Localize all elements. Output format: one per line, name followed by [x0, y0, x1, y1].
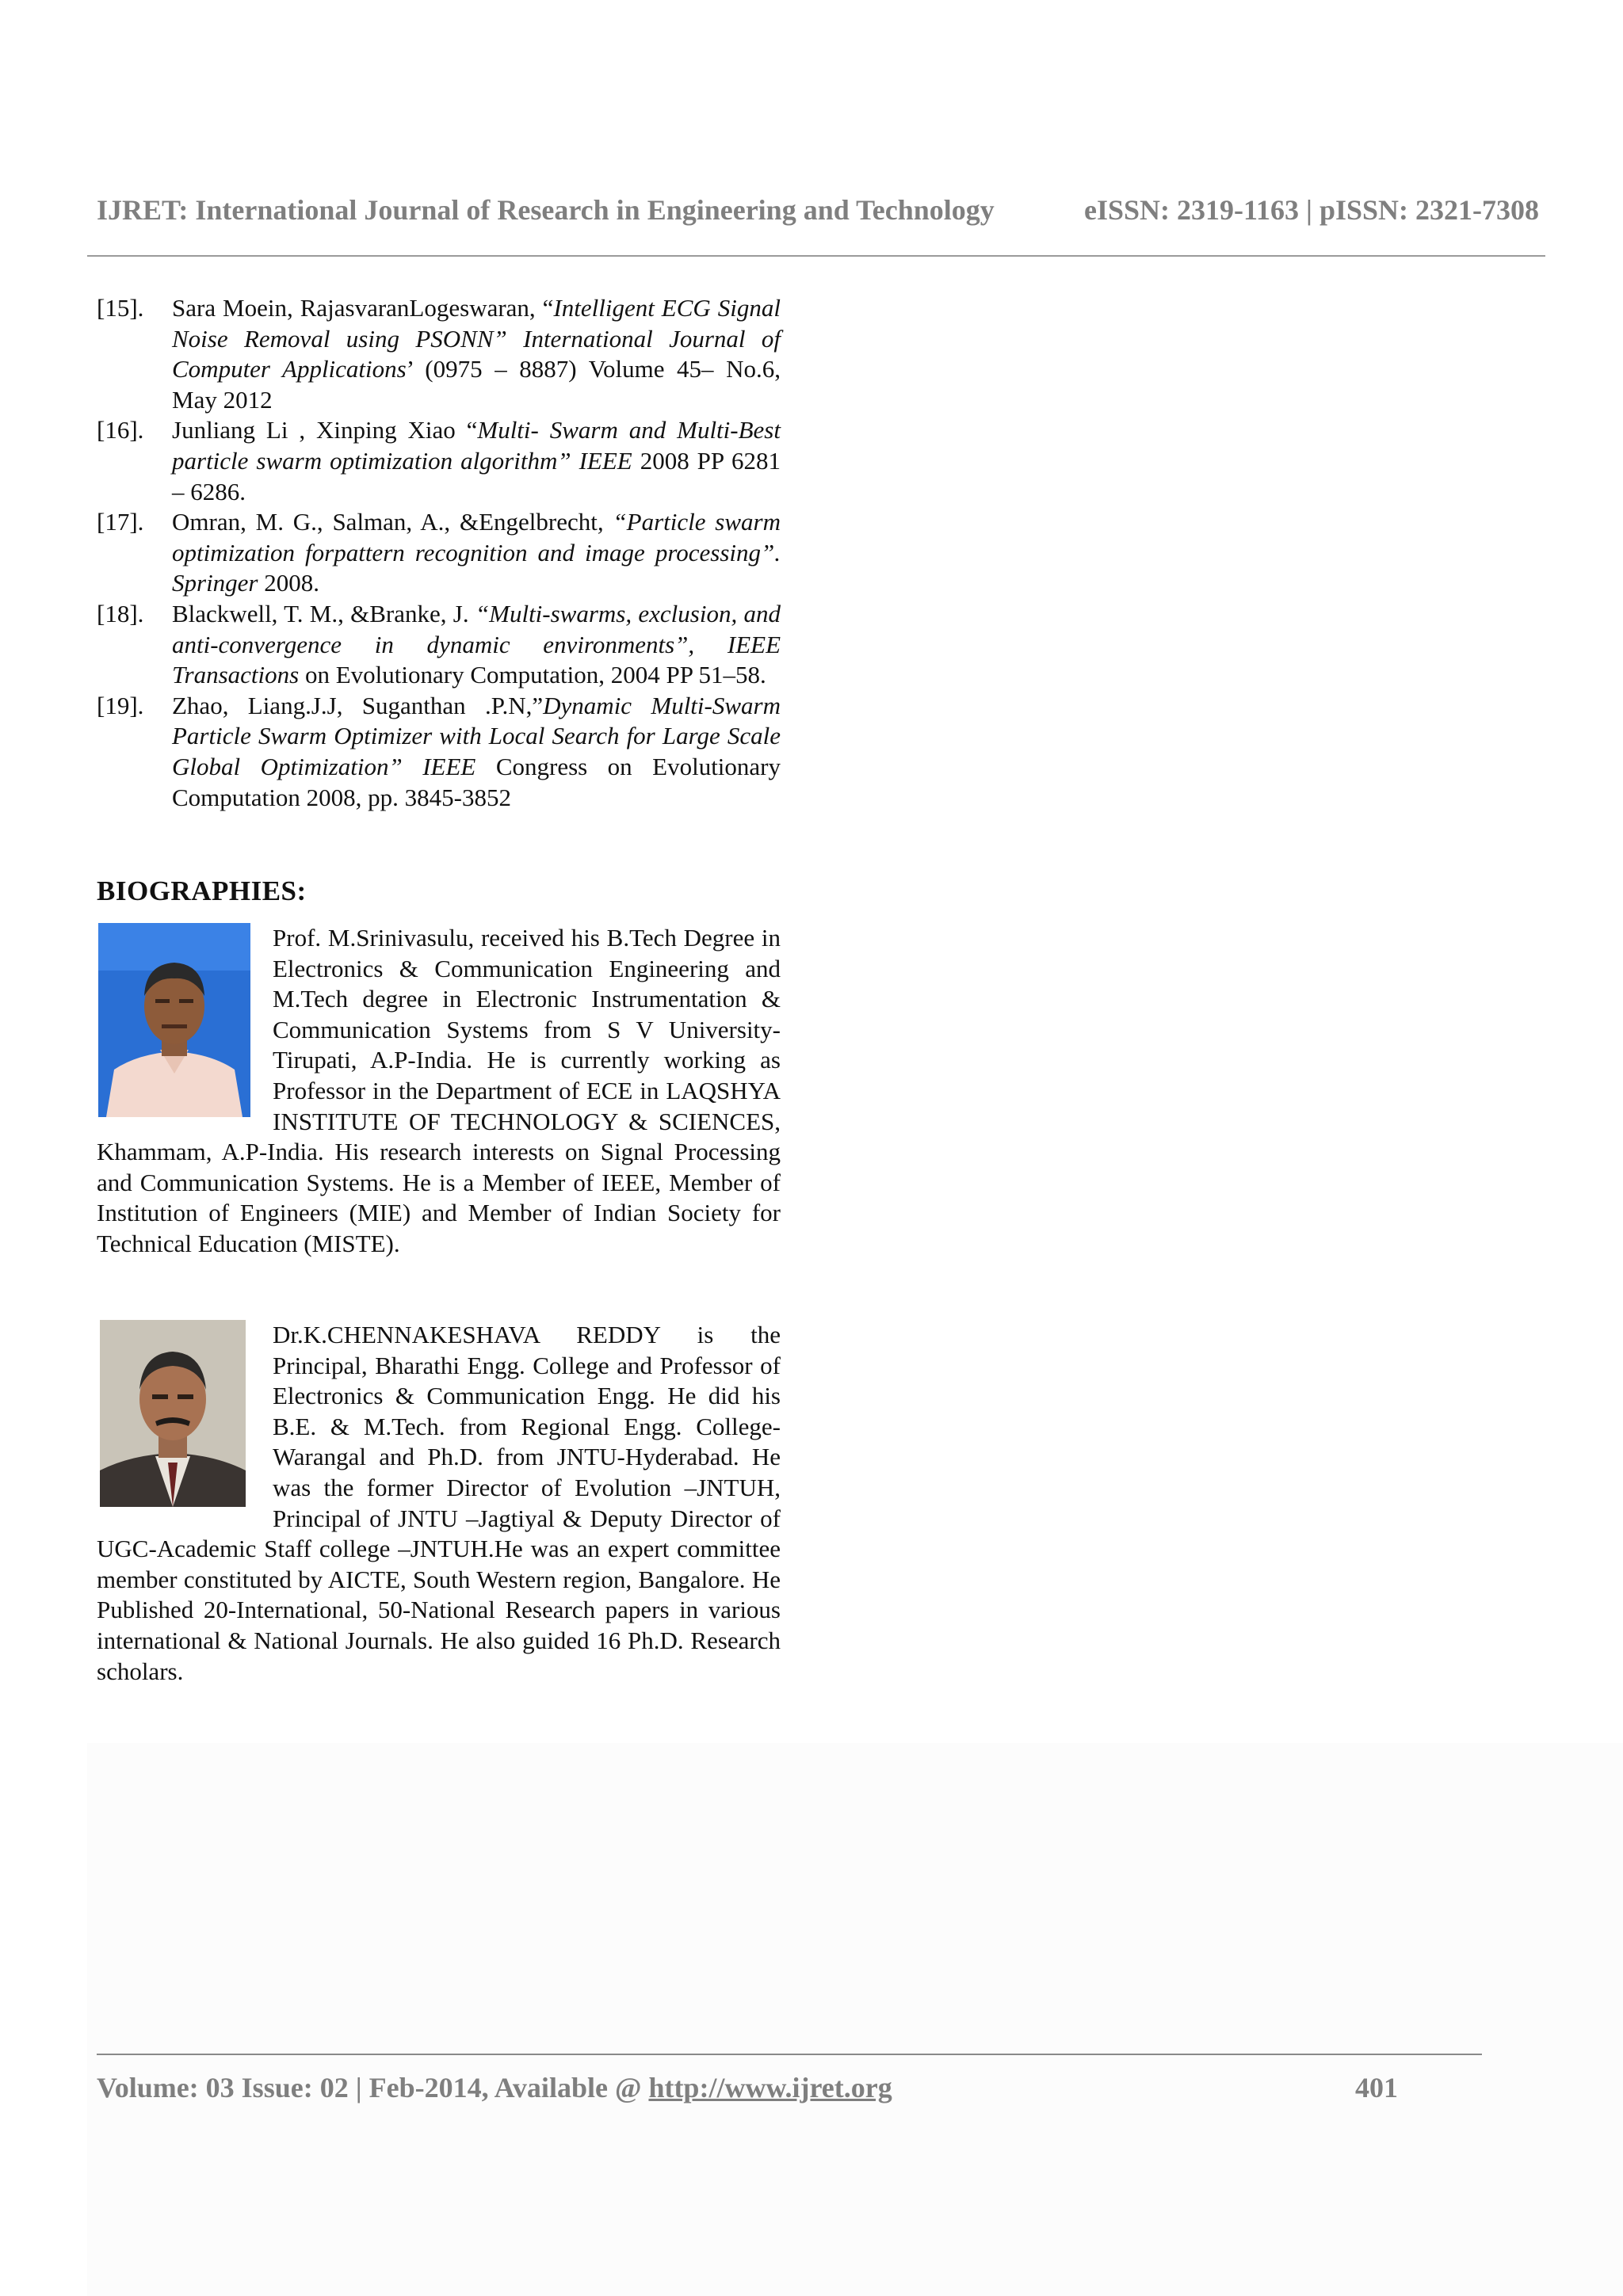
reference-item	[97, 293, 781, 415]
biography-text-2: Dr.K.CHENNAKESHAVA REDDY is the Principal, Bharathi Engg. College and Professor of Electronics & Communication Engg. He did his B.E. & M.Tech. from Regional Engg. College-Warangal and Ph.D. from JNTU-Hyderabad. He was the former Director of Evolution –JNTUH, Principal of JNTU –Jagtiyal & Deputy Director of UGC-Academic Staff college –JNTUH.He was an expert committee member constituted by AICTE, South Western region, Bangalore. He Published 20-International, 50-National Research papers in various international & National Journals. He also guided 16 Ph.D. Research scholars.	[97, 1321, 781, 1685]
reference-text	[172, 507, 781, 599]
reference-number: [19].	[97, 691, 144, 719]
page-background-tint	[87, 1743, 1623, 2296]
reference-item	[97, 507, 781, 599]
reference-text	[172, 599, 781, 691]
issn-text: eISSN: 2319-1163 | pISSN: 2321-7308	[1084, 194, 1539, 226]
header-divider	[87, 255, 1545, 257]
biography-chennakeshava-reddy	[97, 1320, 781, 1687]
biographies-heading: BIOGRAPHIES:	[97, 875, 307, 906]
reference-italic-segment: “Multi-swarms, exclusion, and anti-convergence in dynamic environments”, IEEE Transactions	[172, 599, 781, 689]
reference-item	[97, 599, 781, 691]
reference-segment: Junliang Li , Xinping Xiao “	[172, 416, 478, 444]
journal-link[interactable]: http://www.ijret.org	[648, 2072, 892, 2103]
reference-number: [15].	[97, 294, 144, 322]
running-header	[97, 193, 1539, 227]
author-photo-chennakeshava-reddy	[100, 1320, 246, 1507]
running-footer	[97, 2071, 1400, 2104]
reference-segment: Sara Moein, RajasvaranLogeswaran, “	[172, 294, 554, 322]
reference-segment: 2008.	[258, 569, 319, 597]
reference-text	[172, 293, 781, 415]
journal-title: IJRET: International Journal of Research in Engineering and Technology	[97, 194, 995, 226]
reference-italic-segment: Intelligent ECG Signal Noise Removal using PSONN” International Journal of Computer Applications	[172, 294, 781, 383]
page-number: 401	[1355, 2072, 1398, 2103]
reference-segment: Congress on Evolutionary Computation 2008, pp. 3845-3852	[172, 752, 781, 811]
reference-segment: Omran, M. G., Salman, A., &Engelbrecht	[172, 508, 598, 536]
reference-italic-segment: , “Particle swarm optimization forpattern recognition and image processing”. Springer	[172, 508, 781, 597]
footer-divider	[97, 2054, 1482, 2055]
reference-italic-segment: Multi- Swarm and Multi-Best particle swarm optimization algorithm” IEEE	[172, 416, 781, 475]
issue-info: Volume: 03 Issue: 02 | Feb-2014, Available @	[97, 2072, 649, 2103]
reference-segment: 2008 PP 6281 – 6286.	[172, 446, 781, 505]
reference-number: [17].	[97, 508, 144, 536]
author-photo-srinivasulu	[98, 923, 250, 1117]
reference-list	[97, 293, 781, 813]
reference-number: [18].	[97, 599, 144, 627]
reference-number: [16].	[97, 416, 144, 444]
reference-segment: Zhao, Liang.J.J, Suganthan .P.N,”	[172, 691, 544, 719]
biography-srinivasulu	[97, 923, 781, 1260]
reference-segment: Blackwell, T. M., &Branke, J.	[172, 599, 475, 627]
reference-text	[172, 415, 781, 507]
biography-text-1: Prof. M.Srinivasulu, received his B.Tech Degree in Electronics & Communication Engineering and M.Tech degree in Electronic Instrumentation & Communication Systems from S V University-Tirupati, A.P-India. He is currently working as Professor in the Department of ECE in LAQSHYA INSTITUTE OF TECHNOLOGY & SCIENCES, Khammam, A.P-India. His research interests on Signal Processing and Communication Systems. He is a Member of IEEE, Member of Institution of Engineers (MIE) and Member of Indian Society for Technical Education (MISTE).	[97, 924, 781, 1257]
reference-text	[172, 691, 781, 813]
reference-segment: ’ (0975 – 8887) Volume 45– No.6, May 2012	[172, 355, 781, 414]
reference-item	[97, 415, 781, 507]
reference-italic-segment: Dynamic Multi-Swarm Particle Swarm Optimizer with Local Search for Large Scale Global Optimization” IEEE	[172, 691, 781, 780]
reference-segment: on Evolutionary Computation, 2004 PP 51–58.	[299, 661, 766, 689]
reference-item	[97, 691, 781, 813]
